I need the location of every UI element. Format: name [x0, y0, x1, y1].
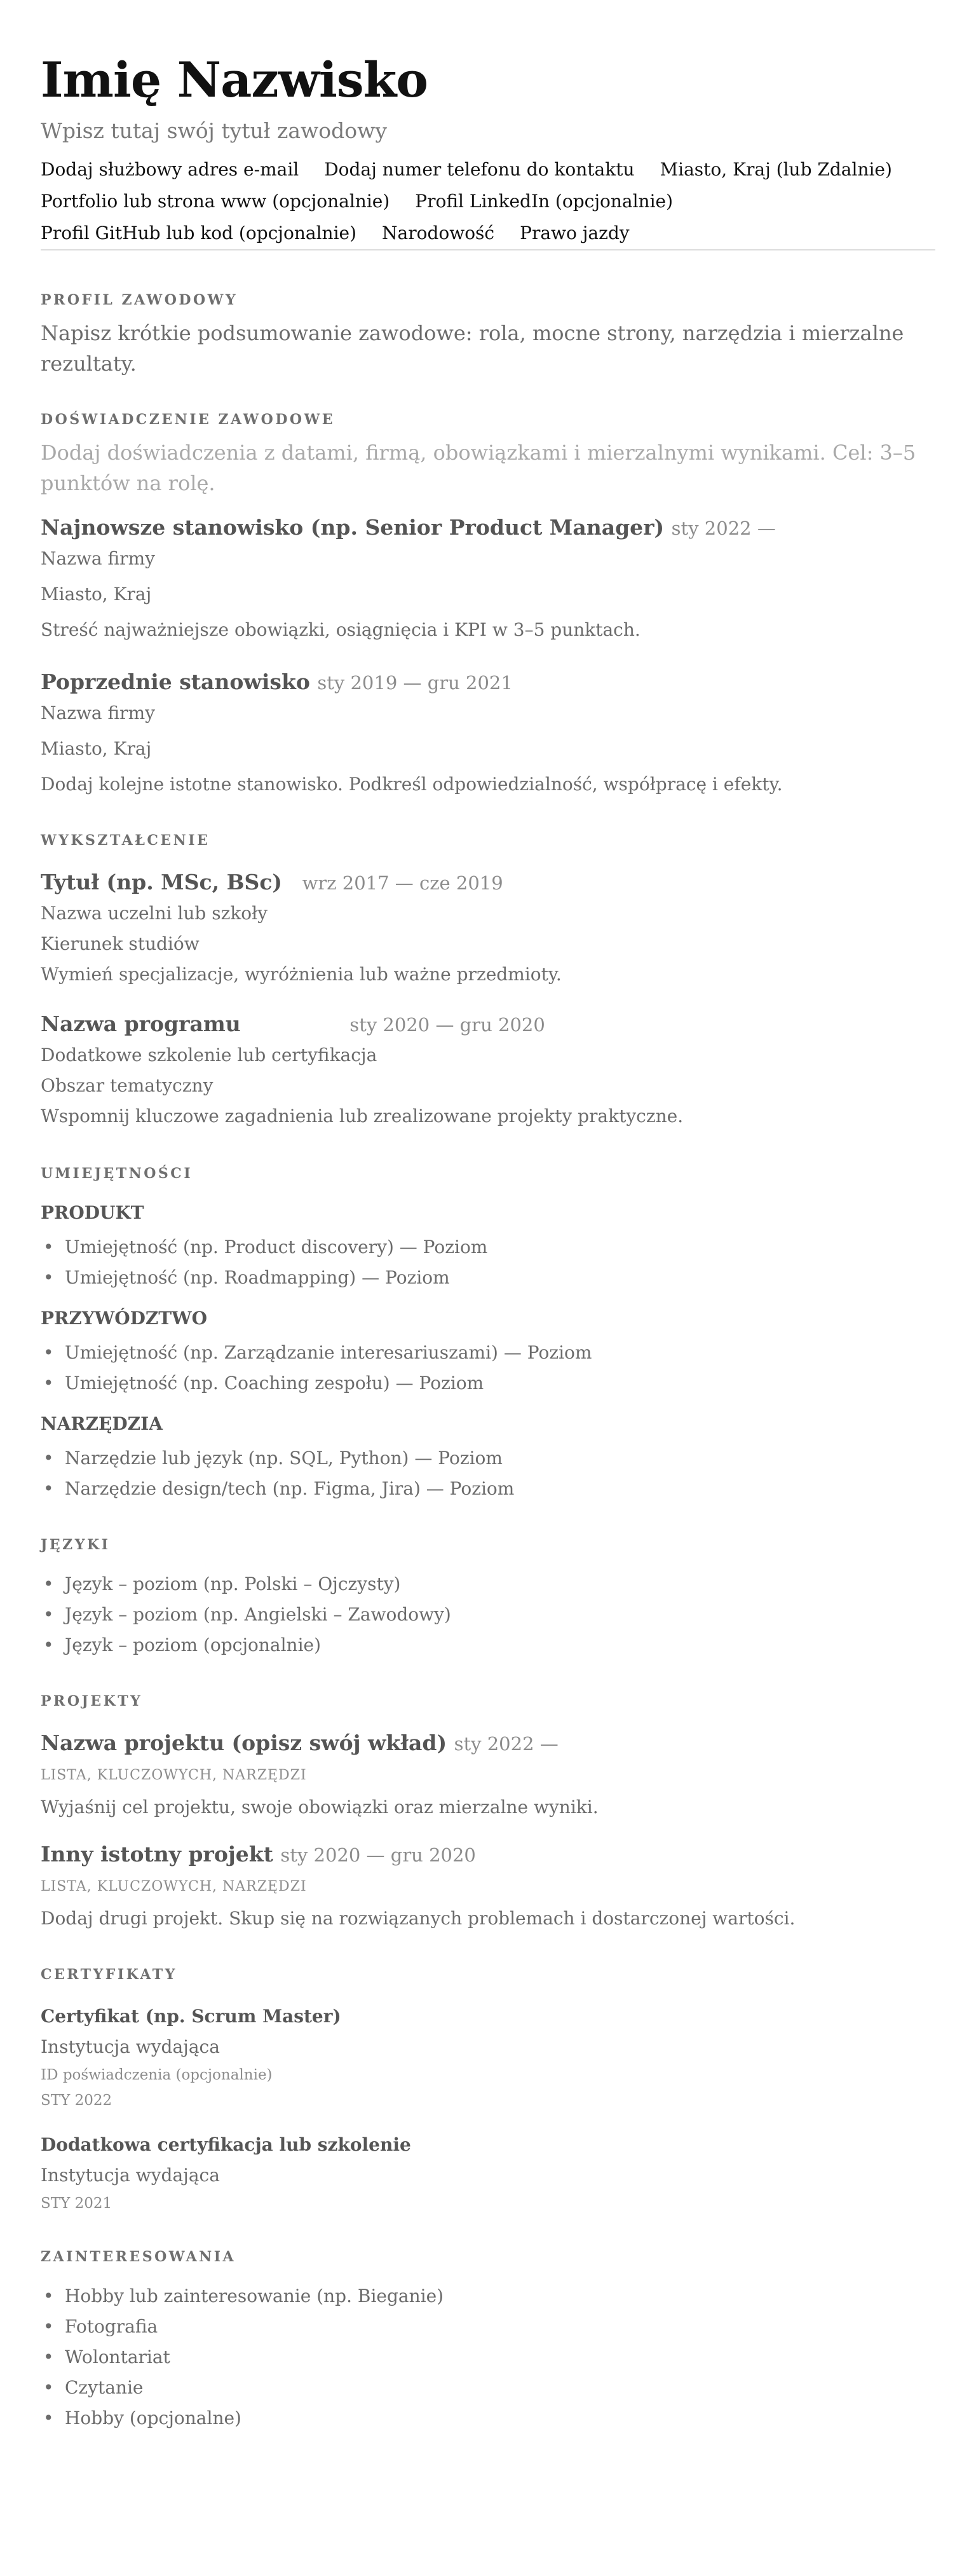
full-name: Imię Nazwisko	[41, 51, 428, 108]
project-entry	[41, 1728, 935, 1823]
section-title: ZAINTERESOWANIA	[41, 2249, 236, 2265]
cert-name: Certyfikat (np. Scrum Master)	[41, 2006, 341, 2027]
project-description: Dodaj drugi projekt. Skup się na rozwiązanych problemach i dostarczonej wartości.	[41, 1908, 796, 1929]
section-title: DOŚWIADCZENIE ZAWODOWE	[41, 411, 336, 428]
experience-hint: Dodaj doświadczenia z datami, firmą, obowiązkami i mierzalnymi wynikami. Cel: 3–5 punktów na rolę.	[41, 441, 916, 495]
list-item: • Hobby lub zainteresowanie (np. Bieganie)	[41, 2281, 935, 2312]
list-item: • Język – poziom (np. Polski – Ojczysty)	[41, 1569, 935, 1600]
list-item: • Umiejętność (np. Coaching zespołu) — Poziom	[41, 1368, 935, 1399]
project-description: Wyjaśnij cel projektu, swoje obowiązki oraz mierzalne wyniki.	[41, 1797, 599, 1818]
section-profile	[41, 287, 935, 379]
contact-driving-license: Prawo jazdy	[520, 223, 630, 243]
certification-entry	[41, 2130, 935, 2216]
contact-list	[41, 154, 892, 249]
list-item: • Narzędzie design/tech (np. Figma, Jira) — Poziom	[41, 1474, 935, 1504]
contact-phone: Dodaj numer telefonu do kontaktu	[324, 159, 635, 180]
section-skills	[41, 1161, 935, 1504]
job-title: Wpisz tutaj swój tytuł zawodowy	[41, 118, 388, 143]
project-tags: LISTA, KLUCZOWYCH, NARZĘDZI	[41, 1879, 307, 1894]
contact-email: Dodaj służbowy adres e-mail	[41, 159, 299, 180]
entry-role: Najnowsze stanowisko (np. Senior Product Manager)	[41, 515, 665, 540]
contact-location: Miasto, Kraj (lub Zdalnie)	[660, 159, 892, 180]
section-title: UMIEJĘTNOŚCI	[41, 1165, 193, 1182]
skill-group-name: NARZĘDZIA	[41, 1413, 163, 1434]
resume	[41, 46, 935, 2434]
project-name: Nazwa projektu (opisz swój wkład)	[41, 1730, 447, 1755]
skill-group-name: PRZYWÓDZTWO	[41, 1308, 207, 1329]
section-title: PROJEKTY	[41, 1693, 143, 1709]
header	[41, 46, 935, 250]
entry-dates: sty 2022 —	[454, 1733, 559, 1755]
section-interests	[41, 2244, 935, 2434]
entry-school: Nazwa uczelni lub szkoły	[41, 903, 268, 924]
cert-name: Dodatkowa certyfikacja lub szkolenie	[41, 2134, 411, 2155]
contact-github: Profil GitHub lub kod (opcjonalnie)	[41, 223, 357, 243]
entry-degree: Nazwa programu	[41, 1011, 241, 1036]
entry-field: Obszar tematyczny	[41, 1075, 214, 1096]
project-name: Inny istotny projekt	[41, 1842, 273, 1867]
education-entry	[41, 1009, 935, 1132]
contact-portfolio: Portfolio lub strona www (opcjonalnie)	[41, 191, 390, 212]
list-item: • Umiejętność (np. Product discovery) — Poziom	[41, 1232, 935, 1263]
cert-date: STY 2021	[41, 2195, 112, 2212]
entry-description: Wymień specjalizacje, wyróżnienia lub ważne przedmioty.	[41, 964, 562, 985]
entry-dates: sty 2019 — gru 2021	[317, 672, 513, 694]
section-title: WYKSZTAŁCENIE	[41, 832, 210, 849]
cert-date: STY 2022	[41, 2092, 112, 2109]
entry-location: Miasto, Kraj	[41, 738, 152, 759]
section-languages	[41, 1532, 935, 1661]
entry-field: Kierunek studiów	[41, 933, 200, 954]
entry-school: Dodatkowe szkolenie lub certyfikacja	[41, 1045, 377, 1065]
cert-credential: ID poświadczenia (opcjonalnie)	[41, 2067, 273, 2083]
entry-location: Miasto, Kraj	[41, 584, 152, 605]
list-item: • Fotografia	[41, 2312, 935, 2342]
skill-group	[41, 1409, 935, 1504]
section-certifications	[41, 1962, 935, 2216]
cert-issuer: Instytucja wydająca	[41, 2036, 220, 2057]
entry-degree: Tytuł (np. MSc, BSc)	[41, 870, 283, 894]
list-item: • Umiejętność (np. Roadmapping) — Poziom	[41, 1263, 935, 1293]
certification-entry	[41, 2001, 935, 2113]
entry-company: Nazwa firmy	[41, 702, 155, 723]
list-item: • Czytanie	[41, 2373, 935, 2403]
project-tags: LISTA, KLUCZOWYCH, NARZĘDZI	[41, 1767, 307, 1783]
entry-dates: sty 2020 — gru 2020	[349, 1014, 545, 1036]
section-projects	[41, 1689, 935, 1934]
cert-issuer: Instytucja wydająca	[41, 2165, 220, 2186]
entry-company: Nazwa firmy	[41, 548, 155, 569]
list-item: • Wolontariat	[41, 2342, 935, 2373]
experience-entry	[41, 512, 935, 645]
section-title: JĘZYKI	[41, 1537, 111, 1553]
entry-description: Dodaj kolejne istotne stanowisko. Podkreśl odpowiedzialność, współpracę i efekty.	[41, 774, 783, 795]
experience-entry	[41, 667, 935, 800]
entry-dates: wrz 2017 — cze 2019	[302, 872, 503, 894]
list-item: • Umiejętność (np. Zarządzanie interesariuszami) — Poziom	[41, 1338, 935, 1368]
section-title: PROFIL ZAWODOWY	[41, 292, 238, 308]
profile-summary: Napisz krótkie podsumowanie zawodowe: rola, mocne strony, narzędzia i mierzalne rezultaty.	[41, 321, 904, 376]
section-experience	[41, 407, 935, 800]
contact-nationality: Narodowość	[382, 223, 495, 243]
section-education	[41, 828, 935, 1132]
contact-linkedin: Profil LinkedIn (opcjonalnie)	[415, 191, 674, 212]
section-title: CERTYFIKATY	[41, 1966, 177, 1983]
entry-dates: sty 2020 — gru 2020	[280, 1844, 476, 1866]
skill-group	[41, 1198, 935, 1293]
skill-group-name: PRODUKT	[41, 1202, 144, 1223]
education-entry	[41, 867, 935, 990]
entry-dates: sty 2022 —	[671, 517, 776, 539]
list-item: • Język – poziom (np. Angielski – Zawodowy)	[41, 1600, 935, 1630]
list-item: • Język – poziom (opcjonalnie)	[41, 1630, 935, 1661]
entry-description: Wspomnij kluczowe zagadnienia lub zrealizowane projekty praktyczne.	[41, 1106, 684, 1127]
skill-group	[41, 1303, 935, 1399]
list-item: • Narzędzie lub język (np. SQL, Python) — Poziom	[41, 1443, 935, 1474]
list-item: • Hobby (opcjonalne)	[41, 2403, 935, 2434]
entry-role: Poprzednie stanowisko	[41, 669, 310, 694]
header-divider	[41, 249, 935, 250]
project-entry	[41, 1839, 935, 1934]
entry-description: Streść najważniejsze obowiązki, osiągnięcia i KPI w 3–5 punktach.	[41, 619, 640, 640]
